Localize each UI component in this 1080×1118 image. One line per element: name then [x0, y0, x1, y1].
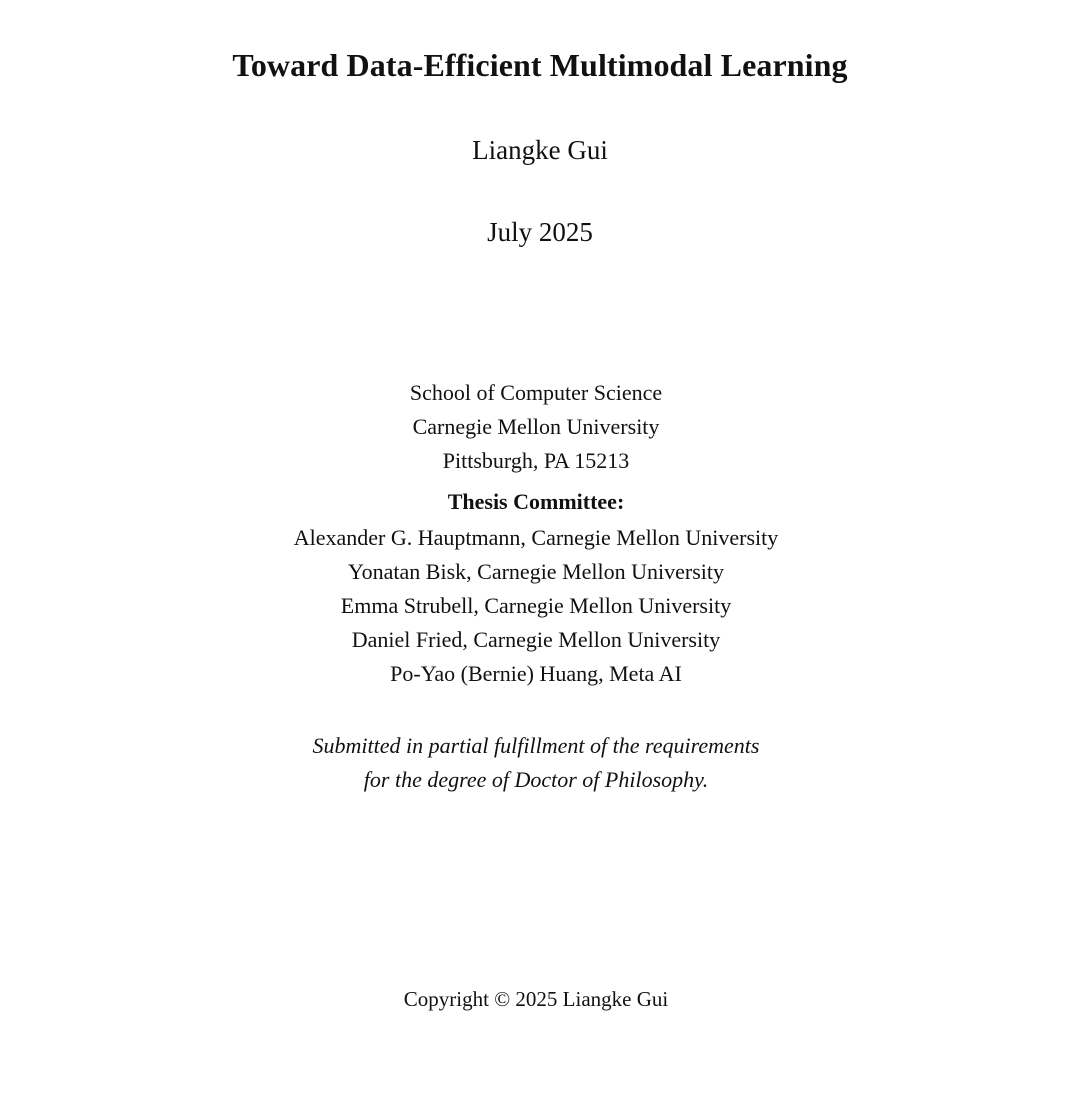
committee-list [0, 524, 1076, 694]
thesis-title: Toward Data-Efficient Multimodal Learning [232, 47, 848, 83]
committee-member: Yonatan Bisk, Carnegie Mellon University [347, 559, 724, 584]
degree-statement-line-2: for the degree of Doctor of Philosophy. [363, 767, 709, 792]
degree-statement-line-1: Submitted in partial fulfillment of the requirements [312, 733, 760, 758]
committee-heading: Thesis Committee: [447, 489, 625, 514]
committee-member: Emma Strubell, Carnegie Mellon University [340, 593, 732, 618]
submission-date: July 2025 [487, 217, 593, 247]
university-location: Pittsburgh, PA 15213 [442, 448, 630, 473]
copyright-notice: Copyright © 2025 Liangke Gui [403, 987, 669, 1011]
school-name: School of Computer Science [409, 380, 663, 405]
committee-member: Alexander G. Hauptmann, Carnegie Mellon University [293, 525, 779, 550]
committee-member: Po-Yao (Bernie) Huang, Meta AI [390, 661, 682, 686]
committee-member: Daniel Fried, Carnegie Mellon University [351, 627, 721, 652]
university-name: Carnegie Mellon University [412, 414, 660, 439]
author-name: Liangke Gui [472, 135, 608, 165]
